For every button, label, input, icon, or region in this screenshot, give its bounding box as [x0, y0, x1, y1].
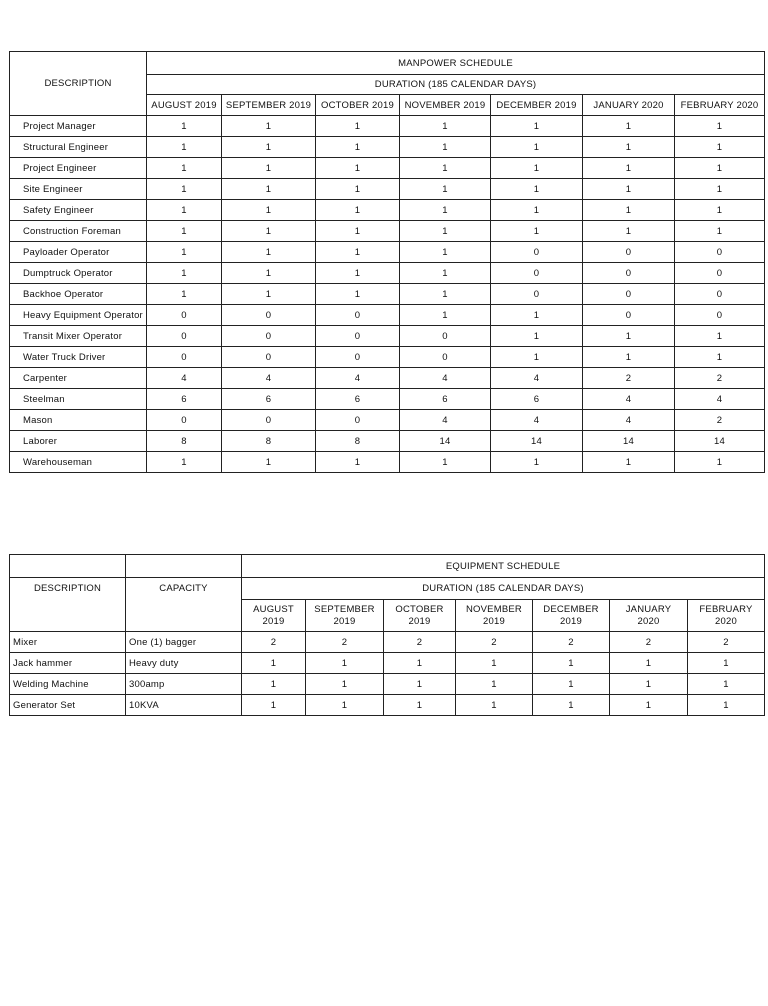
- manpower-count-cell: 1: [222, 284, 316, 305]
- table-row: [10, 410, 765, 431]
- manpower-count-cell: 14: [491, 431, 583, 452]
- month-header: AUGUST 2019: [147, 95, 222, 116]
- manpower-count-cell: 0: [583, 242, 675, 263]
- manpower-count-cell: 1: [675, 452, 765, 473]
- table-row: [10, 368, 765, 389]
- manpower-count-cell: 1: [222, 263, 316, 284]
- table-row: [10, 116, 765, 137]
- manpower-count-cell: 0: [675, 284, 765, 305]
- table-row: [10, 263, 765, 284]
- manpower-count-cell: 1: [491, 200, 583, 221]
- manpower-count-cell: 4: [222, 368, 316, 389]
- equipment-count-cell: 1: [384, 695, 456, 716]
- table-row: [10, 653, 765, 674]
- manpower-count-cell: 4: [583, 410, 675, 431]
- equipment-schedule-table: [9, 554, 765, 716]
- manpower-count-cell: 4: [147, 368, 222, 389]
- manpower-count-cell: 1: [400, 116, 491, 137]
- manpower-count-cell: 1: [222, 137, 316, 158]
- month-header: [384, 600, 456, 632]
- month-name: OCTOBER: [395, 603, 444, 615]
- manpower-count-cell: 1: [400, 221, 491, 242]
- equipment-description: Mixer: [10, 632, 126, 653]
- manpower-count-cell: 1: [400, 263, 491, 284]
- manpower-count-cell: 1: [316, 452, 400, 473]
- equipment-capacity: 10KVA: [126, 695, 242, 716]
- manpower-count-cell: 6: [491, 389, 583, 410]
- table-row: [10, 305, 765, 326]
- manpower-count-cell: 1: [583, 452, 675, 473]
- manpower-count-cell: 1: [147, 263, 222, 284]
- manpower-count-cell: 1: [147, 116, 222, 137]
- manpower-count-cell: 0: [222, 347, 316, 368]
- equipment-count-cell: 2: [242, 632, 306, 653]
- row-description: Warehouseman: [10, 452, 147, 473]
- manpower-count-cell: 8: [147, 431, 222, 452]
- row-description: Site Engineer: [10, 179, 147, 200]
- month-year: 2019: [262, 615, 285, 627]
- manpower-count-cell: 1: [675, 179, 765, 200]
- manpower-count-cell: 1: [583, 347, 675, 368]
- row-description: Steelman: [10, 389, 147, 410]
- row-description: Carpenter: [10, 368, 147, 389]
- equipment-count-cell: 2: [384, 632, 456, 653]
- manpower-count-cell: 1: [400, 158, 491, 179]
- month-name: AUGUST: [253, 603, 294, 615]
- manpower-count-cell: 1: [675, 158, 765, 179]
- manpower-count-cell: 0: [583, 263, 675, 284]
- row-description: Structural Engineer: [10, 137, 147, 158]
- manpower-count-cell: 6: [316, 389, 400, 410]
- table-row: [10, 221, 765, 242]
- manpower-count-cell: 4: [583, 389, 675, 410]
- equipment-count-cell: 1: [688, 653, 765, 674]
- table-row: [10, 179, 765, 200]
- row-description: Construction Foreman: [10, 221, 147, 242]
- row-description: Mason: [10, 410, 147, 431]
- month-header: OCTOBER 2019: [316, 95, 400, 116]
- manpower-count-cell: 0: [583, 305, 675, 326]
- manpower-count-cell: 4: [491, 368, 583, 389]
- table-row: [10, 200, 765, 221]
- row-description: Project Engineer: [10, 158, 147, 179]
- equipment-count-cell: 1: [384, 674, 456, 695]
- manpower-count-cell: 1: [400, 452, 491, 473]
- manpower-count-cell: 1: [147, 284, 222, 305]
- month-name: SEPTEMBER: [314, 603, 375, 615]
- manpower-count-cell: 0: [222, 305, 316, 326]
- manpower-count-cell: 1: [400, 284, 491, 305]
- manpower-count-cell: 1: [222, 116, 316, 137]
- manpower-count-cell: 4: [400, 368, 491, 389]
- equipment-count-cell: 1: [688, 674, 765, 695]
- manpower-count-cell: 1: [583, 200, 675, 221]
- manpower-count-cell: 1: [491, 179, 583, 200]
- manpower-count-cell: 1: [222, 242, 316, 263]
- row-description: Laborer: [10, 431, 147, 452]
- equipment-count-cell: 1: [610, 695, 688, 716]
- equipment-count-cell: 1: [456, 695, 533, 716]
- manpower-count-cell: 1: [222, 452, 316, 473]
- equipment-count-cell: 1: [306, 674, 384, 695]
- month-header: [306, 600, 384, 632]
- equipment-count-cell: 1: [456, 674, 533, 695]
- manpower-count-cell: 0: [316, 410, 400, 431]
- table-row: [10, 431, 765, 452]
- manpower-count-cell: 0: [491, 242, 583, 263]
- equipment-count-cell: 2: [306, 632, 384, 653]
- month-year: 2020: [637, 615, 660, 627]
- manpower-count-cell: 1: [583, 326, 675, 347]
- manpower-count-cell: 1: [316, 242, 400, 263]
- month-header: NOVEMBER 2019: [400, 95, 491, 116]
- month-name: DECEMBER: [543, 603, 599, 615]
- manpower-count-cell: 0: [222, 326, 316, 347]
- equipment-description: Welding Machine: [10, 674, 126, 695]
- manpower-count-cell: 1: [491, 347, 583, 368]
- manpower-count-cell: 0: [491, 263, 583, 284]
- manpower-count-cell: 1: [316, 137, 400, 158]
- equipment-count-cell: 2: [610, 632, 688, 653]
- manpower-count-cell: 0: [400, 326, 491, 347]
- manpower-count-cell: 14: [583, 431, 675, 452]
- manpower-count-cell: 1: [675, 326, 765, 347]
- equipment-blank-cell: [10, 555, 126, 578]
- month-name: FEBRUARY: [699, 603, 753, 615]
- manpower-count-cell: 1: [491, 158, 583, 179]
- manpower-count-cell: 1: [222, 200, 316, 221]
- equipment-count-cell: 1: [242, 695, 306, 716]
- manpower-count-cell: 1: [675, 137, 765, 158]
- manpower-count-cell: 8: [222, 431, 316, 452]
- manpower-count-cell: 6: [222, 389, 316, 410]
- month-header: SEPTEMBER 2019: [222, 95, 316, 116]
- manpower-count-cell: 4: [491, 410, 583, 431]
- equipment-count-cell: 1: [306, 695, 384, 716]
- manpower-count-cell: 1: [400, 305, 491, 326]
- manpower-count-cell: 0: [147, 347, 222, 368]
- equipment-title: EQUIPMENT SCHEDULE: [242, 555, 765, 578]
- manpower-count-cell: 1: [316, 200, 400, 221]
- month-header: [456, 600, 533, 632]
- manpower-count-cell: 0: [675, 263, 765, 284]
- manpower-count-cell: 1: [491, 116, 583, 137]
- manpower-count-cell: 1: [675, 221, 765, 242]
- row-description: Payloader Operator: [10, 242, 147, 263]
- manpower-count-cell: 1: [222, 221, 316, 242]
- manpower-count-cell: 0: [491, 284, 583, 305]
- equipment-capacity-header: CAPACITY: [126, 578, 242, 632]
- manpower-count-cell: 1: [583, 158, 675, 179]
- manpower-count-cell: 2: [675, 368, 765, 389]
- month-year: 2019: [483, 615, 505, 627]
- month-header: [242, 600, 306, 632]
- equipment-count-cell: 2: [688, 632, 765, 653]
- manpower-count-cell: 1: [400, 137, 491, 158]
- manpower-count-cell: 1: [147, 452, 222, 473]
- manpower-count-cell: 1: [222, 179, 316, 200]
- table-row: [10, 137, 765, 158]
- table-row: [10, 674, 765, 695]
- equipment-capacity: 300amp: [126, 674, 242, 695]
- manpower-count-cell: 1: [583, 137, 675, 158]
- manpower-count-cell: 1: [491, 326, 583, 347]
- manpower-count-cell: 1: [675, 200, 765, 221]
- manpower-count-cell: 8: [316, 431, 400, 452]
- manpower-count-cell: 1: [491, 221, 583, 242]
- manpower-count-cell: 0: [675, 242, 765, 263]
- manpower-count-cell: 4: [675, 389, 765, 410]
- month-header: FEBRUARY 2020: [675, 95, 765, 116]
- row-description: Water Truck Driver: [10, 347, 147, 368]
- manpower-count-cell: 4: [400, 410, 491, 431]
- manpower-count-cell: 1: [316, 158, 400, 179]
- month-header: JANUARY 2020: [583, 95, 675, 116]
- manpower-count-cell: 1: [491, 137, 583, 158]
- manpower-count-cell: 0: [147, 410, 222, 431]
- manpower-duration: DURATION (185 CALENDAR DAYS): [147, 75, 765, 95]
- manpower-count-cell: 0: [147, 326, 222, 347]
- month-header: DECEMBER 2019: [491, 95, 583, 116]
- equipment-count-cell: 1: [242, 653, 306, 674]
- month-name: NOVEMBER: [466, 603, 522, 615]
- row-description: Heavy Equipment Operator: [10, 305, 147, 326]
- month-year: 2019: [560, 615, 582, 627]
- manpower-count-cell: 0: [675, 305, 765, 326]
- table-row: [10, 326, 765, 347]
- month-year: 2019: [408, 615, 431, 627]
- equipment-count-cell: 1: [384, 653, 456, 674]
- equipment-count-cell: 1: [533, 653, 610, 674]
- manpower-count-cell: 1: [675, 116, 765, 137]
- equipment-description: Generator Set: [10, 695, 126, 716]
- table-row: [10, 389, 765, 410]
- manpower-count-cell: 1: [491, 452, 583, 473]
- table-row: [10, 632, 765, 653]
- manpower-count-cell: 0: [400, 347, 491, 368]
- month-year: 2019: [333, 615, 356, 627]
- month-name: JANUARY: [625, 603, 672, 615]
- manpower-count-cell: 1: [400, 242, 491, 263]
- equipment-count-cell: 1: [456, 653, 533, 674]
- row-description: Safety Engineer: [10, 200, 147, 221]
- manpower-count-cell: 6: [400, 389, 491, 410]
- manpower-description-header: DESCRIPTION: [10, 52, 147, 116]
- manpower-count-cell: 1: [583, 221, 675, 242]
- manpower-count-cell: 1: [147, 221, 222, 242]
- equipment-count-cell: 1: [306, 653, 384, 674]
- manpower-count-cell: 1: [316, 221, 400, 242]
- equipment-count-cell: 1: [610, 653, 688, 674]
- row-description: Project Manager: [10, 116, 147, 137]
- manpower-count-cell: 1: [583, 116, 675, 137]
- row-description: Backhoe Operator: [10, 284, 147, 305]
- manpower-count-cell: 0: [316, 326, 400, 347]
- manpower-count-cell: 14: [675, 431, 765, 452]
- manpower-count-cell: 0: [222, 410, 316, 431]
- equipment-count-cell: 1: [533, 695, 610, 716]
- manpower-count-cell: 1: [316, 179, 400, 200]
- manpower-count-cell: 1: [147, 179, 222, 200]
- manpower-count-cell: 1: [147, 137, 222, 158]
- equipment-count-cell: 2: [533, 632, 610, 653]
- table-row: [10, 452, 765, 473]
- equipment-description: Jack hammer: [10, 653, 126, 674]
- table-row: [10, 695, 765, 716]
- equipment-count-cell: 1: [688, 695, 765, 716]
- table-row: [10, 347, 765, 368]
- manpower-count-cell: 0: [147, 305, 222, 326]
- table-row: [10, 242, 765, 263]
- manpower-count-cell: 2: [583, 368, 675, 389]
- table-row: [10, 284, 765, 305]
- manpower-count-cell: 0: [316, 347, 400, 368]
- equipment-count-cell: 1: [610, 674, 688, 695]
- month-header: [533, 600, 610, 632]
- equipment-blank-cell: [126, 555, 242, 578]
- manpower-count-cell: 1: [316, 116, 400, 137]
- manpower-count-cell: 1: [675, 347, 765, 368]
- manpower-count-cell: 2: [675, 410, 765, 431]
- manpower-count-cell: 1: [222, 158, 316, 179]
- row-description: Transit Mixer Operator: [10, 326, 147, 347]
- manpower-count-cell: 0: [316, 305, 400, 326]
- manpower-schedule-table: [9, 51, 765, 473]
- equipment-duration: DURATION (185 CALENDAR DAYS): [242, 578, 765, 600]
- month-header: [610, 600, 688, 632]
- manpower-count-cell: 1: [147, 242, 222, 263]
- manpower-count-cell: 1: [316, 263, 400, 284]
- manpower-title: MANPOWER SCHEDULE: [147, 52, 765, 75]
- equipment-description-header: DESCRIPTION: [10, 578, 126, 632]
- manpower-count-cell: 0: [583, 284, 675, 305]
- equipment-capacity: One (1) bagger: [126, 632, 242, 653]
- equipment-count-cell: 2: [456, 632, 533, 653]
- manpower-count-cell: 4: [316, 368, 400, 389]
- table-row: [10, 158, 765, 179]
- manpower-count-cell: 1: [400, 179, 491, 200]
- equipment-capacity: Heavy duty: [126, 653, 242, 674]
- manpower-count-cell: 6: [147, 389, 222, 410]
- row-description: Dumptruck Operator: [10, 263, 147, 284]
- equipment-count-cell: 1: [242, 674, 306, 695]
- manpower-count-cell: 14: [400, 431, 491, 452]
- month-year: 2020: [715, 615, 737, 627]
- manpower-count-cell: 1: [583, 179, 675, 200]
- manpower-count-cell: 1: [400, 200, 491, 221]
- manpower-count-cell: 1: [316, 284, 400, 305]
- month-header: [688, 600, 765, 632]
- manpower-count-cell: 1: [491, 305, 583, 326]
- manpower-count-cell: 1: [147, 200, 222, 221]
- equipment-count-cell: 1: [533, 674, 610, 695]
- manpower-count-cell: 1: [147, 158, 222, 179]
